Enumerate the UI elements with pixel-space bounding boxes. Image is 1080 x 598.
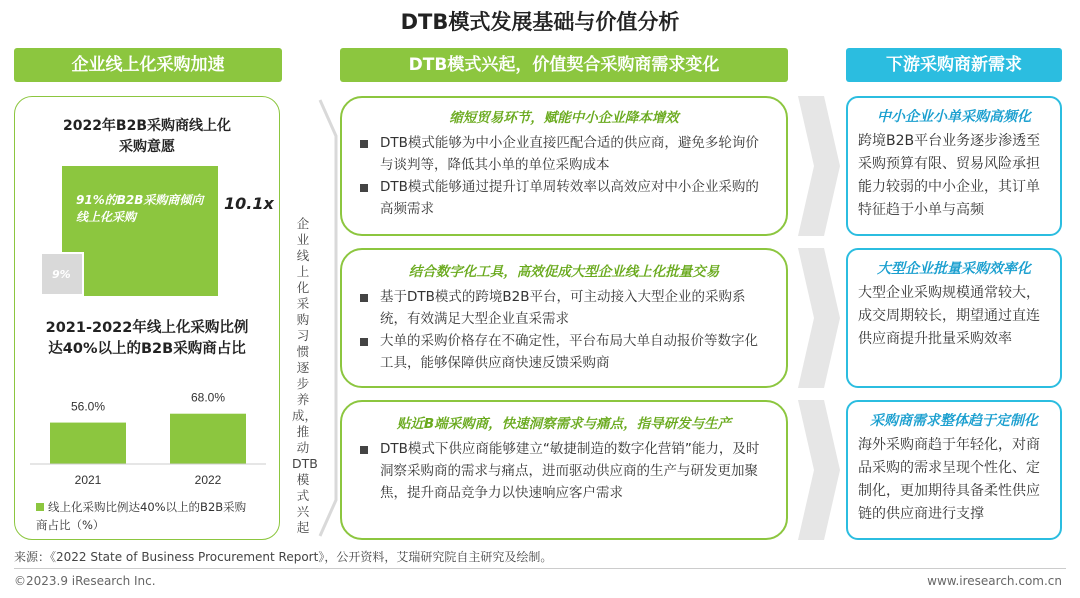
intent-big-label bbox=[76, 192, 216, 226]
chevron-icon-3 bbox=[798, 400, 840, 540]
footer-divider bbox=[14, 568, 1066, 569]
middle-box-2 bbox=[340, 248, 788, 388]
bar-2022 bbox=[170, 414, 246, 464]
middle-box-2-bullet-2: 大单的采购价格存在不确定性，平台布局大单自动报价等数字化工具，能够保障供应商快速反馈采购商 bbox=[356, 330, 768, 374]
chevron-icon-2 bbox=[798, 248, 840, 388]
ratio-title bbox=[20, 318, 274, 360]
intent-big-label-line1: 91%的B2B采购商倾向 bbox=[76, 193, 204, 207]
right-header: 下游采购商新需求 bbox=[846, 48, 1062, 82]
arrow-chevrons bbox=[798, 96, 842, 540]
chevron-icon-1 bbox=[798, 96, 840, 236]
ratio-label: 10.1x bbox=[224, 194, 274, 213]
bar-chart bbox=[20, 368, 276, 494]
middle-box-2-bullet-1: 基于DTB模式的跨境B2B平台，可主动接入大型企业的采购系统，有效满足大型企业直采需求 bbox=[356, 286, 768, 330]
chart-legend bbox=[36, 498, 276, 534]
legend-swatch bbox=[36, 503, 44, 511]
page-title: DTB模式发展基础与价值分析 bbox=[400, 10, 680, 34]
middle-box-1-bullet-1: DTB模式能够为中小企业直接匹配合适的供应商，避免多轮询价与谈判等，降低其小单的单位采购成本 bbox=[356, 132, 768, 176]
legend-line1: 线上化采购比例达40%以上的B2B采购 bbox=[48, 500, 247, 514]
right-box-2-text: 大型企业采购规模通常较大，成交周期较长，期望通过直连供应商提升批量采购效率 bbox=[858, 285, 1040, 347]
ratio-title-line2: 达40%以上的B2B采购商占比 bbox=[48, 341, 246, 357]
intent-title bbox=[20, 116, 274, 158]
right-box-3 bbox=[846, 400, 1062, 540]
source-note: 来源：《2022 State of Business Procurement Report》，公开资料，艾瑞研究院自主研究及绘制。 bbox=[14, 550, 553, 564]
middle-box-3 bbox=[340, 400, 788, 540]
middle-box-1 bbox=[340, 96, 788, 236]
middle-box-1-title: 缩短贸易环节，赋能中小企业降本增效 bbox=[449, 110, 679, 126]
right-box-3-text: 海外采购商趋于年轻化，对商品采购的需求呈现个性化、定制化，更加期待具备柔性供应链的供应商进行支撑 bbox=[858, 437, 1040, 522]
right-box-3-title: 采购商需求整体趋于定制化 bbox=[870, 413, 1038, 429]
ratio-title-line1: 2021-2022年线上化采购比例 bbox=[45, 320, 249, 336]
middle-box-3-title: 贴近B端采购商，快速洞察需求与痛点，指导研发与生产 bbox=[396, 416, 732, 432]
copyright: ©2023.9 iResearch Inc. bbox=[14, 574, 156, 588]
category-label-2022: 2022 bbox=[194, 473, 222, 487]
left-header: 企业线上化采购加速 bbox=[14, 48, 282, 82]
middle-box-3-bullet-1: DTB模式下供应商能够建立“敏捷制造的数字化营销”能力，及时洞察采购商的需求与痛点，进而驱动供应商的生产与研发更加聚焦，提升商品竞争力以快速响应客户需求 bbox=[356, 438, 768, 504]
right-box-1-text: 跨境B2B平台业务逐步渗透至采购预算有限、贸易风险承担能力较弱的中小企业，其订单特征趋于小单与高频 bbox=[858, 133, 1041, 218]
middle-header: DTB模式兴起，价值契合采购商需求变化 bbox=[340, 48, 788, 82]
bar-2021 bbox=[50, 423, 126, 464]
category-label-2021: 2021 bbox=[74, 473, 102, 487]
legend-line2: 商占比（%） bbox=[36, 518, 105, 532]
vertical-connector-text: 企业线上化采购习惯逐步养成，推动DTB模式兴起 bbox=[292, 216, 318, 535]
left-bracket bbox=[316, 96, 340, 540]
middle-box-2-title: 结合数字化工具，高效促成大型企业线上化批量交易 bbox=[408, 264, 720, 280]
intent-small-label: 9% bbox=[52, 268, 71, 281]
website: www.iresearch.com.cn bbox=[927, 574, 1062, 588]
right-box-2 bbox=[846, 248, 1062, 388]
right-box-2-title: 大型企业批量采购效率化 bbox=[877, 261, 1031, 277]
right-box-1 bbox=[846, 96, 1062, 236]
value-label-2021: 56.0% bbox=[70, 399, 106, 414]
intent-title-line2: 采购意愿 bbox=[119, 139, 175, 155]
intent-title-line1: 2022年B2B采购商线上化 bbox=[62, 118, 232, 134]
value-label-2022: 68.0% bbox=[190, 390, 226, 405]
right-box-1-title: 中小企业小单采购高频化 bbox=[877, 109, 1031, 125]
middle-box-1-bullet-2: DTB模式能够通过提升订单周转效率以高效应对中小企业采购的高频需求 bbox=[356, 176, 768, 220]
intent-big-label-line2: 线上化采购 bbox=[76, 210, 137, 224]
intent-big-square bbox=[62, 166, 218, 296]
